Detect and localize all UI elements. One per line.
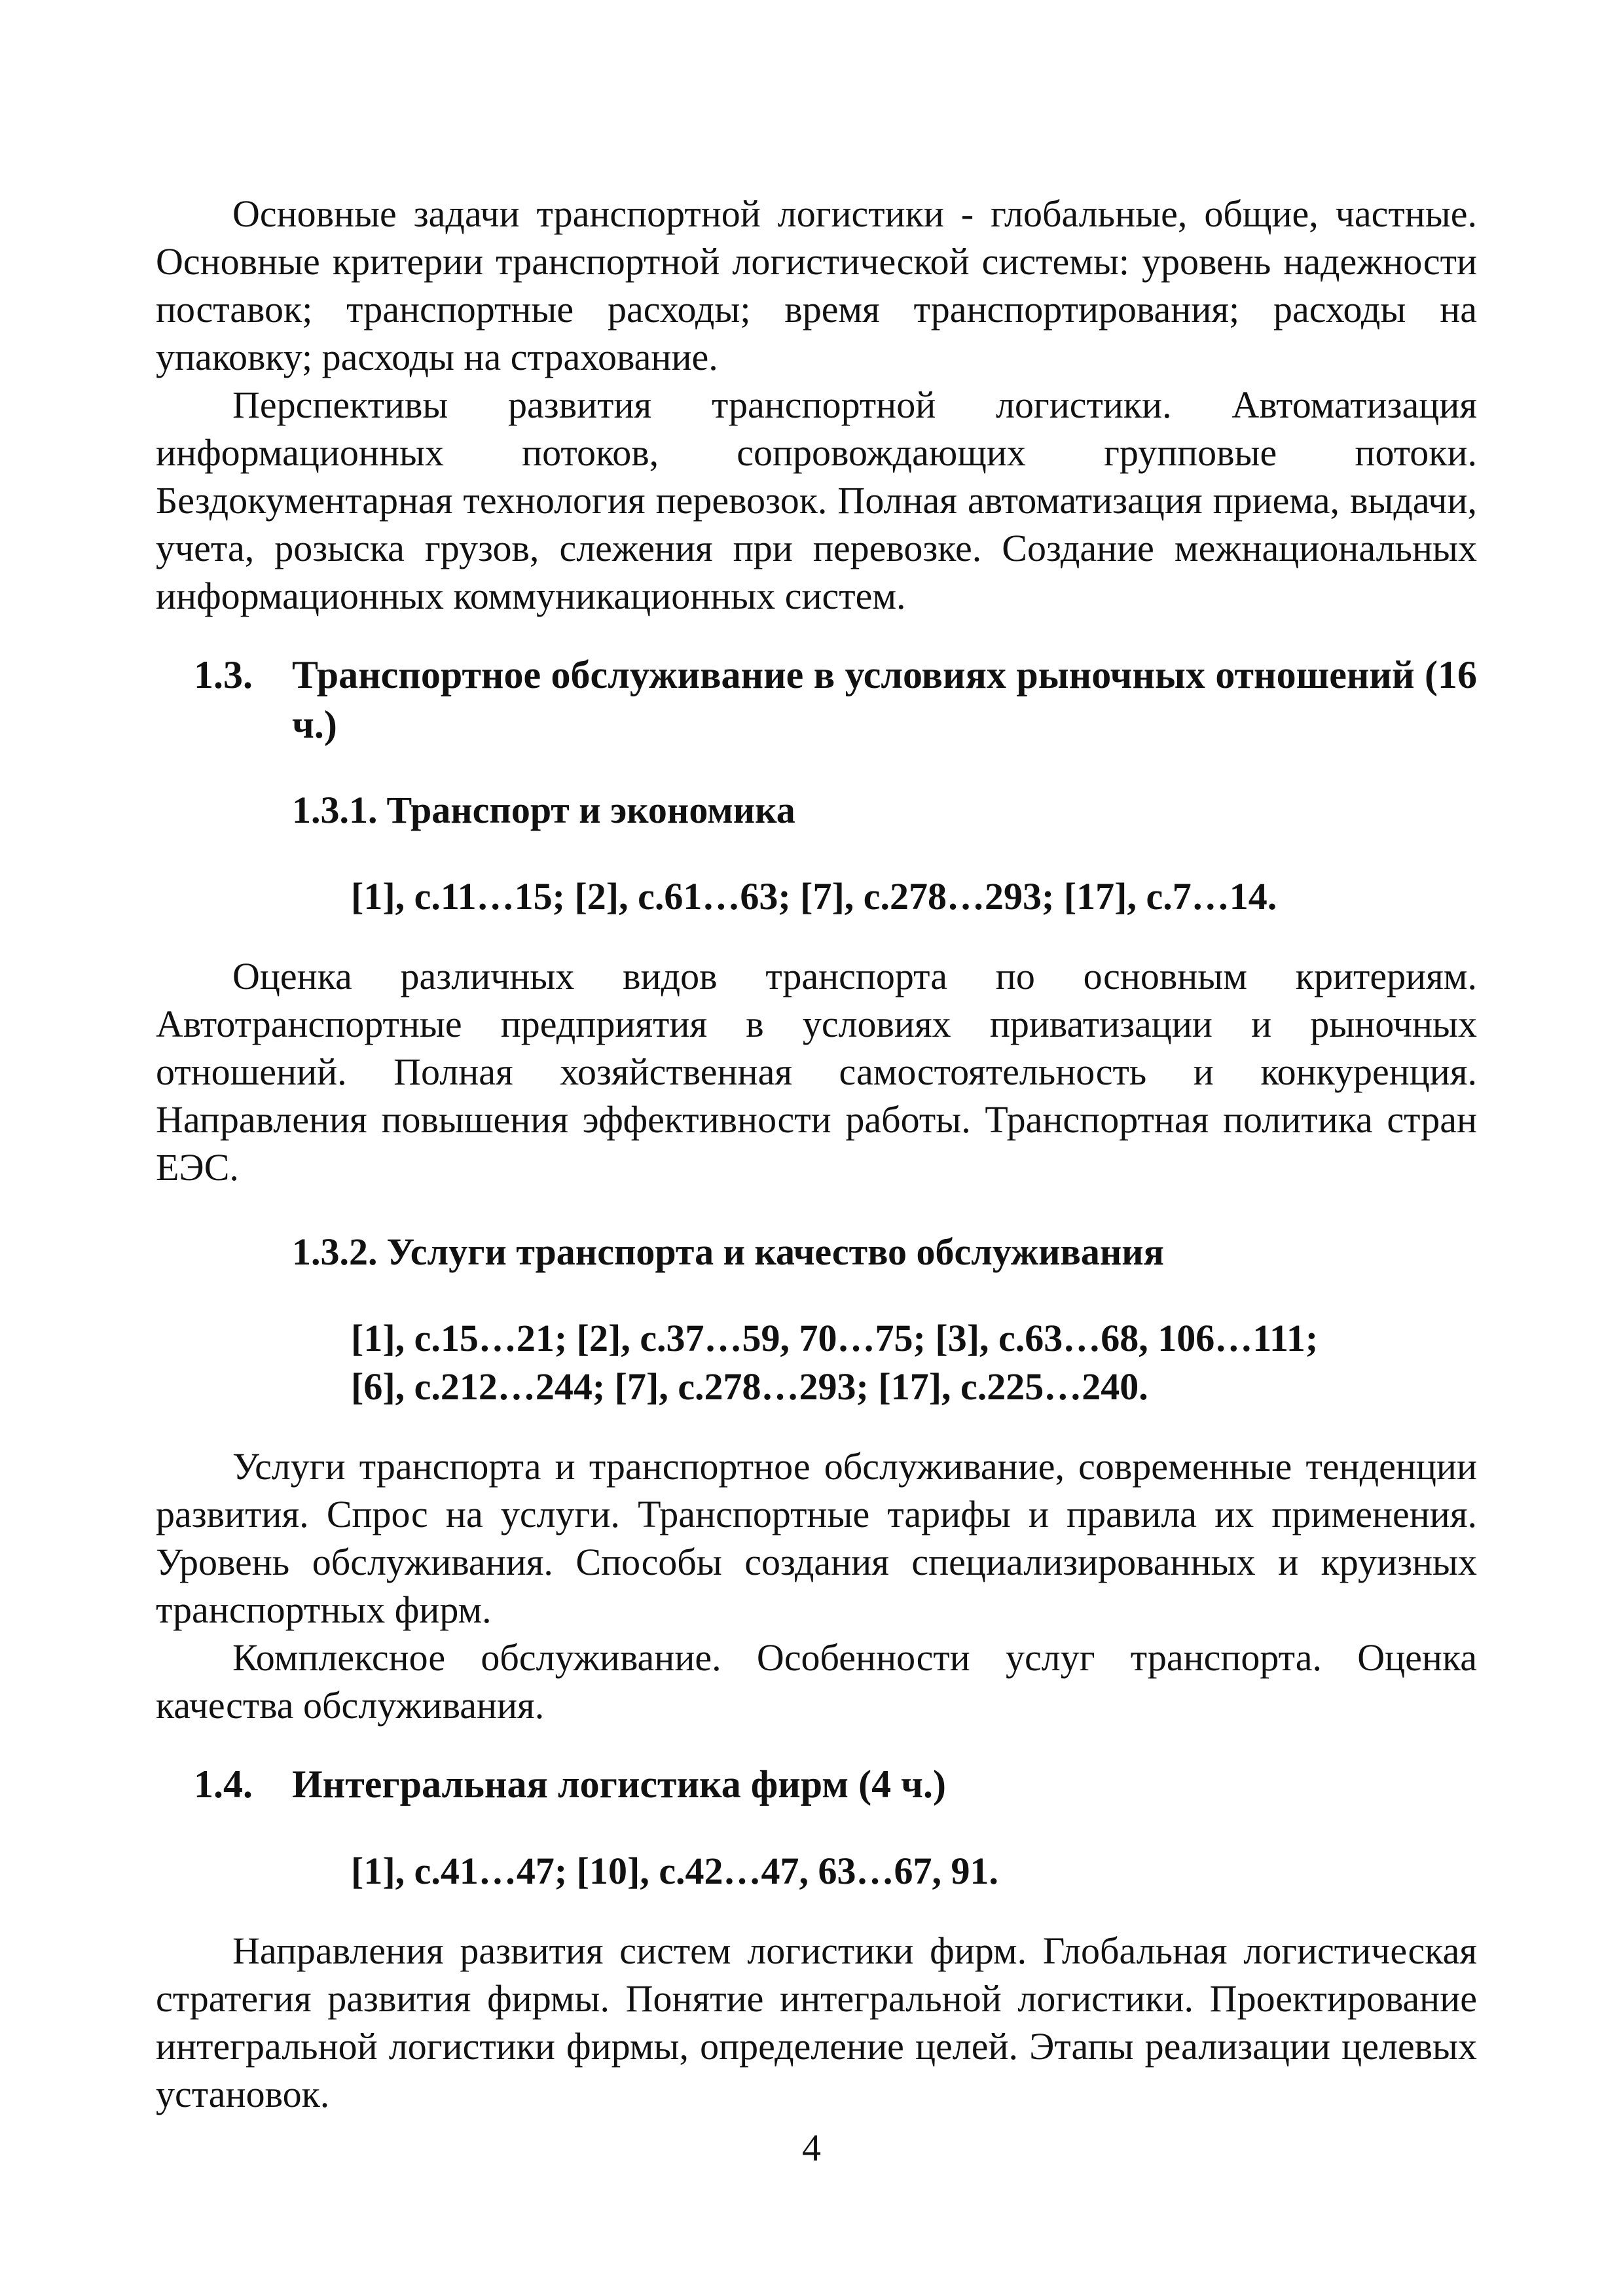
paragraph-complex-service: Комплексное обслуживание. Особенности услуг транспорта. Оценка качества обслуживания. xyxy=(156,1636,1477,1727)
section-heading-1-4 xyxy=(194,1759,1477,1809)
references-line: [1], с.41…47; [10], с.42…47, 63…67, 91. xyxy=(351,1850,999,1892)
references-line: [6], с.212…244; [7], с.278…293; [17], с.225…240. xyxy=(351,1365,1148,1408)
references-1-4 xyxy=(351,1847,1477,1895)
paragraph-transport-services: Услуги транспорта и транспортное обслуживание, современные тенденции развития. Спрос на услуги. Транспортные тарифы и правила их применения. Уровень обслуживания. Способы создания специализированных и круизных транспортных фирм. xyxy=(156,1445,1477,1631)
subsection-number: 1.3.2. xyxy=(292,1230,378,1273)
paragraph-integral-logistics: Направления развития систем логистики фирм. Глобальная логистическая стратегия развития фирмы. Понятие интегральной логистики. Проектирование интегральной логистики фирмы, определение целей. Этапы реализации целевых установок. xyxy=(156,1929,1477,2115)
subsection-heading-1-3-1 xyxy=(292,786,1477,834)
references-line: [1], с.15…21; [2], с.37…59, 70…75; [3], с.63…68, 106…111; xyxy=(351,1317,1319,1359)
section-title: Транспортное обслуживание в условиях рыночных отношений (16 ч.) xyxy=(292,653,1477,746)
page-content xyxy=(156,190,1477,2118)
references-1-3-2 xyxy=(351,1314,1477,1411)
subsection-heading-1-3-2 xyxy=(292,1228,1477,1276)
section-title: Интегральная логистика фирм (4 ч.) xyxy=(292,1763,946,1806)
subsection-title: Транспорт и экономика xyxy=(386,789,795,831)
paragraph-transport-economy: Оценка различных видов транспорта по основным критериям. Автотранспортные предприятия в условиях приватизации и рыночных отношений. Полная хозяйственная самостоятельность и конкуренция. Направления повышения эффективности работы. Транспортная политика стран ЕЭС. xyxy=(156,955,1477,1189)
subsection-title: Услуги транспорта и качество обслуживания xyxy=(386,1230,1165,1273)
references-line: [1], с.11…15; [2], с.61…63; [7], с.278…293; [17], с.7…14. xyxy=(351,875,1277,918)
references-1-3-1 xyxy=(351,872,1477,921)
subsection-number: 1.3.1. xyxy=(292,789,378,831)
page-number: 4 xyxy=(802,2126,821,2169)
section-number: 1.4. xyxy=(194,1763,253,1806)
paragraph-transport-tasks: Основные задачи транспортной логистики - глобальные, общие, частные. Основные критерии транспортной логистической системы: уровень надежности поставок; транспортные расходы; время транспортирования; расходы на упаковку; расходы на страхование. xyxy=(156,192,1477,378)
section-number: 1.3. xyxy=(194,653,253,696)
paragraph-transport-prospects: Перспективы развития транспортной логистики. Автоматизация информационных потоков, сопровождающих групповые потоки. Бездокументарная технология перевозок. Полная автоматизация приема, выдачи, учета, розыска грузов, слежения при перевозке. Создание межнациональных информационных коммуникационных систем. xyxy=(156,384,1477,617)
section-heading-1-3 xyxy=(194,650,1477,749)
